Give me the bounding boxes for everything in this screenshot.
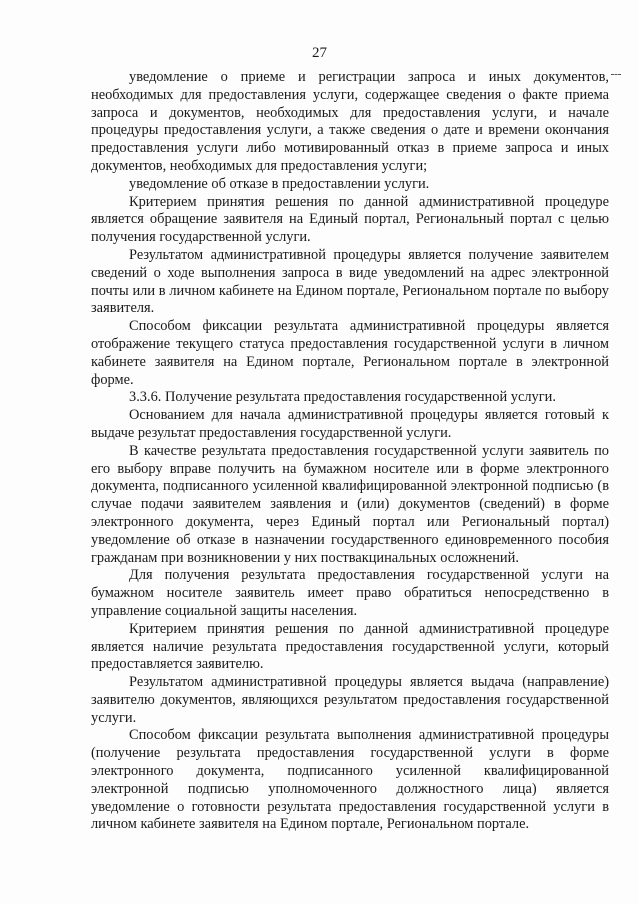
document-body [91,69,609,834]
paragraph-8: В качестве результата предоставления государственной услуги заявитель по его выбору вправе получить на бумажном носителе или в форме электронного документа, подписанного усиленной квалифицированной электронной подписью (в случае подачи заявителем заявления и (или) документов (сведений) в форме электронного документа, через Единый портал или Региональный портал) уведомление об отказе в назначении государственного единовременного пособия гражданам при возникновении у них поствакцинальных осложнений. [91,442,609,566]
paragraph-4: Результатом административной процедуры является получение заявителем сведений о ходе выполнения запроса в виде уведомлений на адрес электронной почты или в личном кабинете на Едином портале, Региональном портале по выбору заявителя. [91,246,609,317]
paragraph-9: Для получения результата предоставления государственной услуги на бумажном носителе заявитель имеет право обратиться непосредственно в управление социальной защиты населения. [91,567,609,619]
paragraph-10: Критерием принятия решения по данной административной процедуре является наличие результата предоставления государственной услуги, который предоставляется заявителю. [91,620,609,673]
paragraph-1: уведомление о приеме и регистрации запроса и иных документов, необходимых для предоставления услуги, содержащее сведения о факте приема запроса и документов, необходимых для предоставления услуги, и начале процедуры предоставления услуги, а также сведения о дате и времени окончания предоставления услуги либо мотивированный отказ в приеме запроса и иных документов, необходимых для предоставления услуги; [91,69,609,174]
paragraph-11: Результатом административной процедуры является выдача (направление) заявителю документов, являющихся результатом предоставления государственной услуги. [91,674,609,726]
paragraph-3: Критерием принятия решения по данной административной процедуре является обращение заявителя на Единый портал, Региональный портал с целью получения государственной услуги. [91,193,609,246]
page-number: 27 [312,45,327,61]
paragraph-5: Способом фиксации результата административной процедуры является отображение текущего статуса предоставления государственной услуги в личном кабинете заявителя на Едином портале, Региональном портале в электронной форме. [91,318,609,388]
paragraph-2: уведомление об отказе в предоставлении услуги. [129,175,430,192]
paragraph-12: Способом фиксации результата выполнения административной процедуры (получение результата предоставления государственной услуги в форме электронного документа, подписанного усиленной квалифицированной электронной подписью уполномоченного должностного лица) является уведомление о готовности результата предоставления государственной услуги в личном кабинете заявителя на Едином портале, Региональном портале. [91,727,609,833]
section-heading-3-3-6: 3.3.6. Получение результата предоставления государственной услуги. [129,389,556,406]
scan-edge-mark [611,74,621,77]
paragraph-7: Основанием для начала административной процедуры является готовый к выдаче результат предоставления государственной услуги. [91,407,609,441]
